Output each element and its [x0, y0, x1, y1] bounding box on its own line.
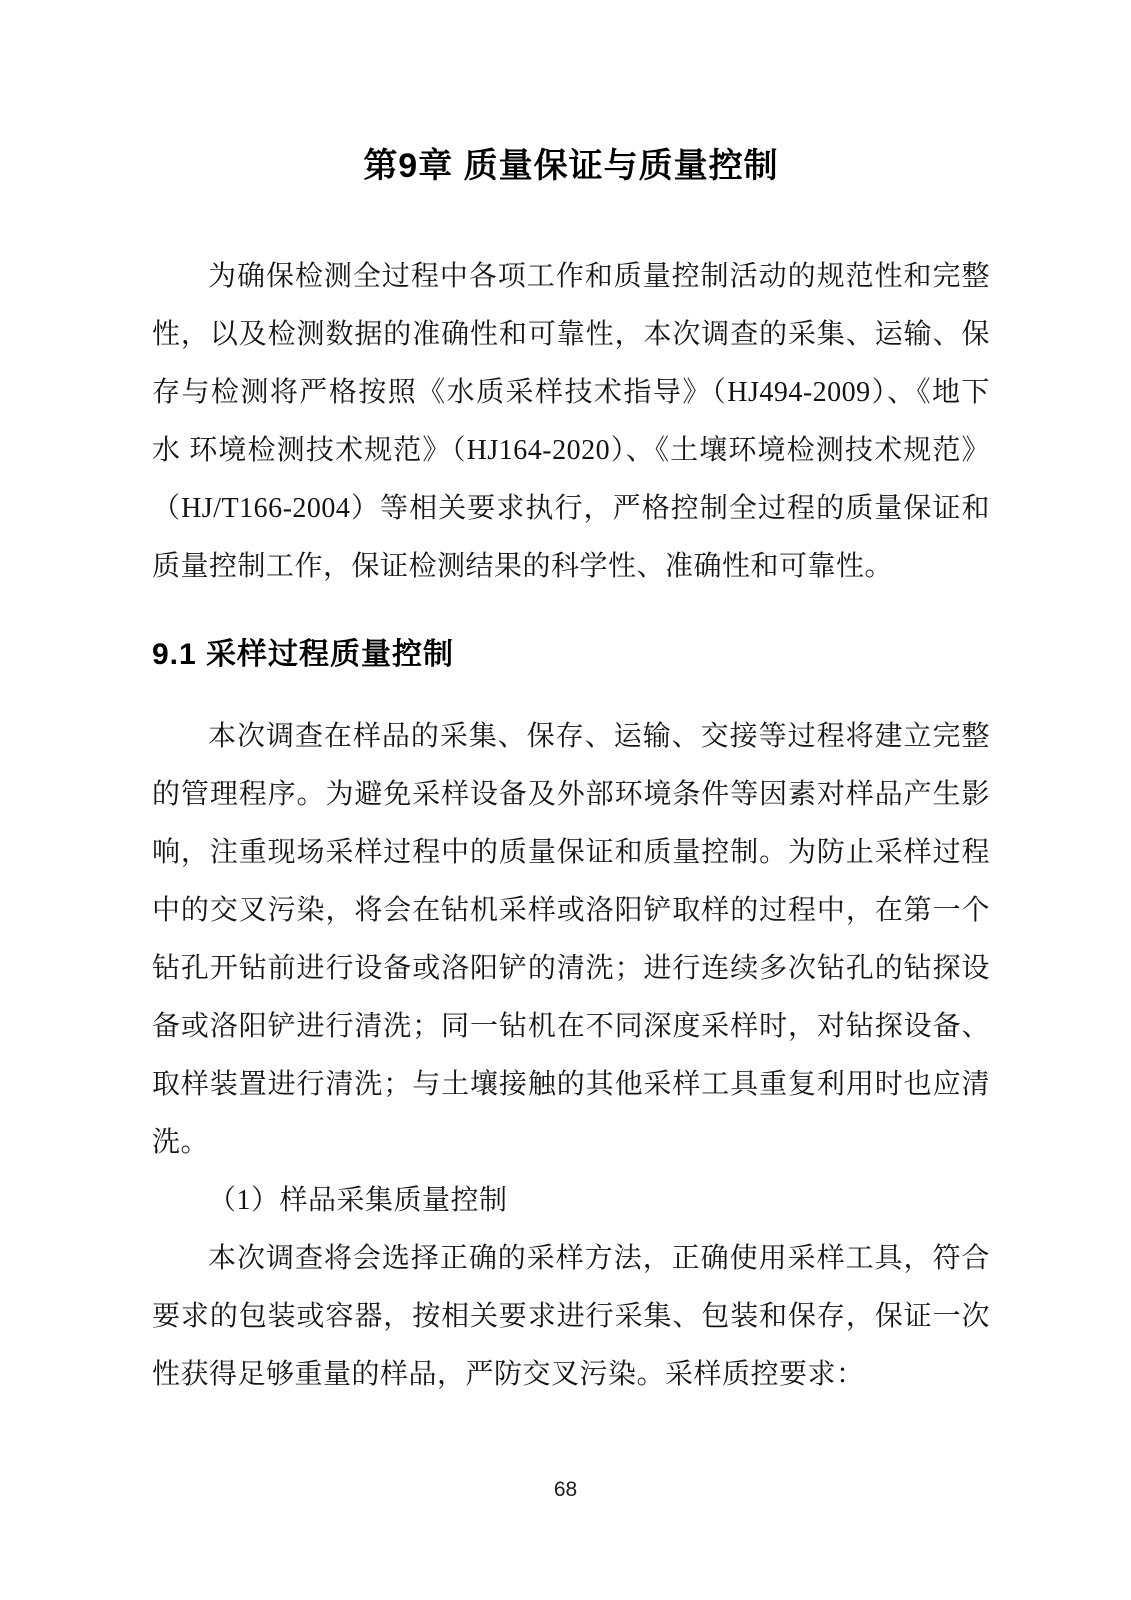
- section-heading-9-1: 9.1 采样过程质量控制: [152, 638, 455, 671]
- list-item-heading: （1）样品采集质量控制: [208, 1185, 508, 1216]
- page-content: [152, 0, 990, 1404]
- section-paragraph: 本次调查在样品的采集、保存、运输、交接等过程将建立完整的管理程序。为避免采样设备及外部环境条件等因素对样品产生影响，注重现场采样过程中的质量保证和质量控制。为防止采样过程中的交叉污染，将会在钻机采样或洛阳铲取样的过程中，在第一个钻孔开钻前进行设备或洛阳铲的清洗；进行连续多次钻孔的钻探设备或洛阳铲进行清洗；同一钻机在不同深度采样时，对钻探设备、取样装置进行清洗；与土壤接触的其他采样工具重复利用时也应清洗。: [152, 721, 990, 1158]
- section-paragraph: 本次调查将会选择正确的采样方法，正确使用采样工具，符合要求的包装或容器，按相关要求进行采集、包装和保存，保证一次性获得足够重量的样品，严防交叉污染。采样质控要求：: [152, 1243, 990, 1390]
- chapter-title: 第9章 质量保证与质量控制: [363, 147, 779, 185]
- page-number: 68: [553, 1478, 578, 1501]
- intro-paragraph: 为确保检测全过程中各项工作和质量控制活动的规范性和完整性，以及检测数据的准确性和可靠性，本次调查的采集、运输、保存与检测将严格按照《水质采样技术指导》（HJ494-2009）、《地下水 环境检测技术规范》（HJ164-2020）、《土壤环境检测技术规范》（HJ/T166-2004）等相关要求执行，严格控制全过程的质量保证和质量控制工作，保证检测结果的科学性、准确性和可靠性。: [152, 261, 990, 582]
